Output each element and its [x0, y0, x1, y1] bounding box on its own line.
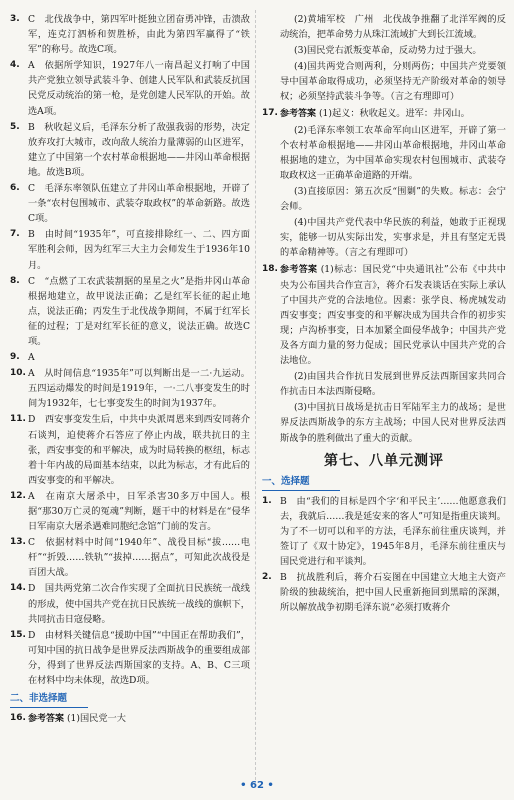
page-number: • 62 •	[240, 780, 274, 791]
reference-answer-label: 参考答案	[28, 714, 65, 725]
answer-item	[10, 535, 250, 580]
answer-item	[10, 489, 250, 534]
left-answer-list	[10, 12, 250, 688]
item-number: 10.	[10, 368, 26, 379]
answer-paragraph: (4)中国共产党代表中华民族的利益，她敢于正视现实，能够一切从实际出发，实事求是，并且有坚定无畏的革命精神等。（言之有理即可）	[280, 217, 506, 259]
right-column	[262, 12, 506, 617]
answer-paragraph: (3)中国抗日战场是抗击日军陆军主力的战场；是世界反法西斯战争的东方主战场；中国人民对世界反法西斯战争的胜利做出了重大的贡献。	[280, 402, 506, 444]
answer-item	[262, 494, 506, 569]
item-number: 12.	[10, 490, 26, 501]
item-number: 16.	[10, 713, 26, 724]
item-number: 6.	[10, 183, 20, 194]
answer-item	[262, 570, 506, 615]
reference-answer-label: 参考答案	[280, 108, 317, 119]
item-number: 8.	[10, 275, 20, 286]
answer-item-16	[10, 711, 250, 727]
item-number: 11.	[10, 414, 26, 425]
answer-text: B 由时间“1935年”，可直接排除红一、二、四方面军胜利会师，因为红军三大主力会师发生于1936年10月。	[28, 229, 250, 271]
answer-item	[10, 350, 250, 365]
answer-text: A 在南京大屠杀中，日军杀害30多万中国人。根据“那30万亡灵的冤魂”判断，题干中的材料是在“侵华日军南京大屠杀遇难同胞纪念馆”门前的发言。	[28, 490, 250, 533]
answer-item	[10, 12, 250, 57]
answer-text: C 毛泽东率领队伍建立了井冈山革命根据地，开辟了一条“农村包围城市、武装夺取政权”的革命新路。故选C项。	[28, 183, 250, 225]
answer-item	[10, 412, 250, 487]
item-number: 3.	[10, 14, 20, 24]
answer-paragraph: (2)由国共合作抗日发展到世界反法西斯国家共同合作抗击日本法西斯侵略。	[280, 371, 506, 398]
item-number: 15.	[10, 629, 26, 640]
answer-item	[10, 366, 250, 411]
answer-text: A	[28, 352, 35, 364]
answer-text: B 由“我们的目标是四个字‘和平民主’……他愿意我们去，我就后……我是延安来的客人”可知是指重庆谈判。为了不一切可以和平的方法，毛泽东前往重庆谈判，并签订了《双十协定》，1945年8月，毛泽东前往重庆与国民党进行和平谈判。	[280, 495, 506, 568]
answer-paragraph: (2)毛泽东率领工农革命军向山区进军，开辟了第一个农村革命根据地——井冈山革命根据地，井冈山革命根据地的建立，为中国革命实现农村包围城市、武装夺取政权这一正确革命道路的开端。	[280, 124, 506, 181]
answer-paragraph: (2)黄埔军校 广州 北伐战争推翻了北洋军阀的反动统治，把革命势力从珠江流域扩大到长江流域。	[280, 14, 506, 41]
answer-text: (1)标志：国民党“中央通讯社”公布《中共中央为公布国共合作宣言》，蒋介石发表谈话在实际上承认了中国共产党的合法地位。因素：张学良、杨虎城发动西安事变；西安事变的和平解决成为国共合作的初步实现；卢沟桥事变，日本加紧全面侵华战争；中国共产党及各方面力量的努力促成；国民党承认中国共产党的合法地位。	[280, 263, 506, 367]
answer-item	[10, 227, 250, 272]
answer-text: B 抗战胜利后，蒋介石妄图在中国建立大地主大资产阶级的独裁统治，把中国人民重新拖回到黑暗的深渊，所以解放战争初期毛泽东说“必须打败蒋介	[280, 572, 506, 614]
item-number: 9.	[10, 352, 20, 363]
item-number: 17.	[262, 107, 278, 118]
answer-text: A 从时间信息“1935年”可以判断出是一二·九运动。五四运动爆发的时间是1919年，一·二八事变发生的时间为1932年，七七事变发生的时间为1937年。	[28, 368, 250, 410]
item-number: 2.	[262, 572, 272, 583]
column-divider	[255, 10, 256, 780]
answer-paragraph: (3)国民党右派叛变革命，反动势力过于强大。	[294, 45, 482, 57]
answer-text: C 依据材料中时间“1940年”、战役目标“拔……电杆”“折毁……铁轨”“拔掉……据点”，可知此次战役是百团大战。	[28, 537, 250, 579]
answer-item	[10, 628, 250, 688]
reference-answer-label: 参考答案	[280, 264, 318, 275]
item-number: 1.	[262, 495, 272, 506]
answer-text: C 北伐战争中，第四军叶挺独立团奋勇冲锋，击溃敌军，连克汀泗桥和贺胜桥，由此为第四军赢得了“铁军”的称号。故选C项。	[28, 14, 250, 56]
unit-test-title: 第七、八单元测评	[324, 452, 444, 469]
answer-paragraph: (4)国共两党合则两利，分则两伤；中国共产党要领导中国革命取得成功，必须坚持无产阶级对革命的领导权；必须坚持武装斗争等。（言之有理即可）	[280, 61, 506, 103]
answer-text: D 国共两党第二次合作实现了全面抗日民族统一战线的形成，使中国共产党在抗日民族统一战线的旗帜下，共同抗击日寇侵略。	[28, 583, 250, 625]
item-number: 14.	[10, 583, 26, 594]
answer-text: C “点燃了工农武装割据的星星之火”是指井冈山革命根据地建立，故甲说法正确；乙是红军长征的起止地点，说法正确；丙发生于北伐战争期间，不属于红军长征的过程；丁是对红军长征的意义，说法正确。故选C项。	[28, 275, 250, 347]
answer-text: D 西安事变发生后，中共中央派周恩来到西安同蒋介石谈判，迫使蒋介石答应了停止内战，联共抗日的主张，西安事变的和平解决，成为时局转换的枢纽，标志着十年内战的局面基本结束，以此为标志，才有此后的西安事变的和平解决。	[28, 414, 250, 486]
answer-text: D 由材料关键信息“援助中国”“中国正在帮助我们”，可知中国的抗日战争是世界反法西斯战争的重要组成部分，得到了世界反法西斯国家的支持。A、B、C三项在材料中均未体现，故选D项。	[28, 629, 250, 687]
item-number: 7.	[10, 229, 20, 240]
item-number: 18.	[262, 263, 278, 274]
answer-paragraph: (3)直接原因：第五次反“围剿”的失败。标志：会宁会师。	[280, 186, 506, 213]
left-column	[10, 12, 250, 728]
answer-item	[10, 274, 250, 349]
section-heading-non-choice: 二、非选择题	[10, 691, 88, 708]
answer-item	[10, 581, 250, 626]
answer-text: A 依据所学知识，1927年八一南昌起义打响了中国共产党独立领导武装斗争、创建人民军队和武装反抗国民党反动统治的第一枪，是党创建人民军队的开始。故选A项。	[28, 60, 250, 117]
answer-item	[10, 181, 250, 226]
item-number: 13.	[10, 537, 26, 548]
answer-item-17	[262, 106, 506, 122]
answer-item	[10, 58, 250, 118]
item-number: 5.	[10, 121, 20, 132]
answer-text: B 秋收起义后，毛泽东分析了敌强我弱的形势，决定放弃攻打大城市，改向敌人统治力量薄弱的山区进军，建立了中国第一个农村革命根据地——井冈山革命根据地。故选B项。	[28, 121, 250, 178]
right-answer-list	[262, 494, 506, 616]
answer-16-continued	[262, 12, 506, 105]
section-heading-choice: 一、选择题	[262, 474, 340, 491]
item-number: 4.	[10, 60, 20, 71]
answer-item	[10, 120, 250, 180]
answer-text: (1)国民党一大	[66, 713, 126, 725]
page-number-value: 62	[250, 780, 264, 791]
answer-text: (1)起义：秋收起义。进军：井冈山。	[318, 107, 470, 119]
answer-item-18	[262, 262, 506, 369]
